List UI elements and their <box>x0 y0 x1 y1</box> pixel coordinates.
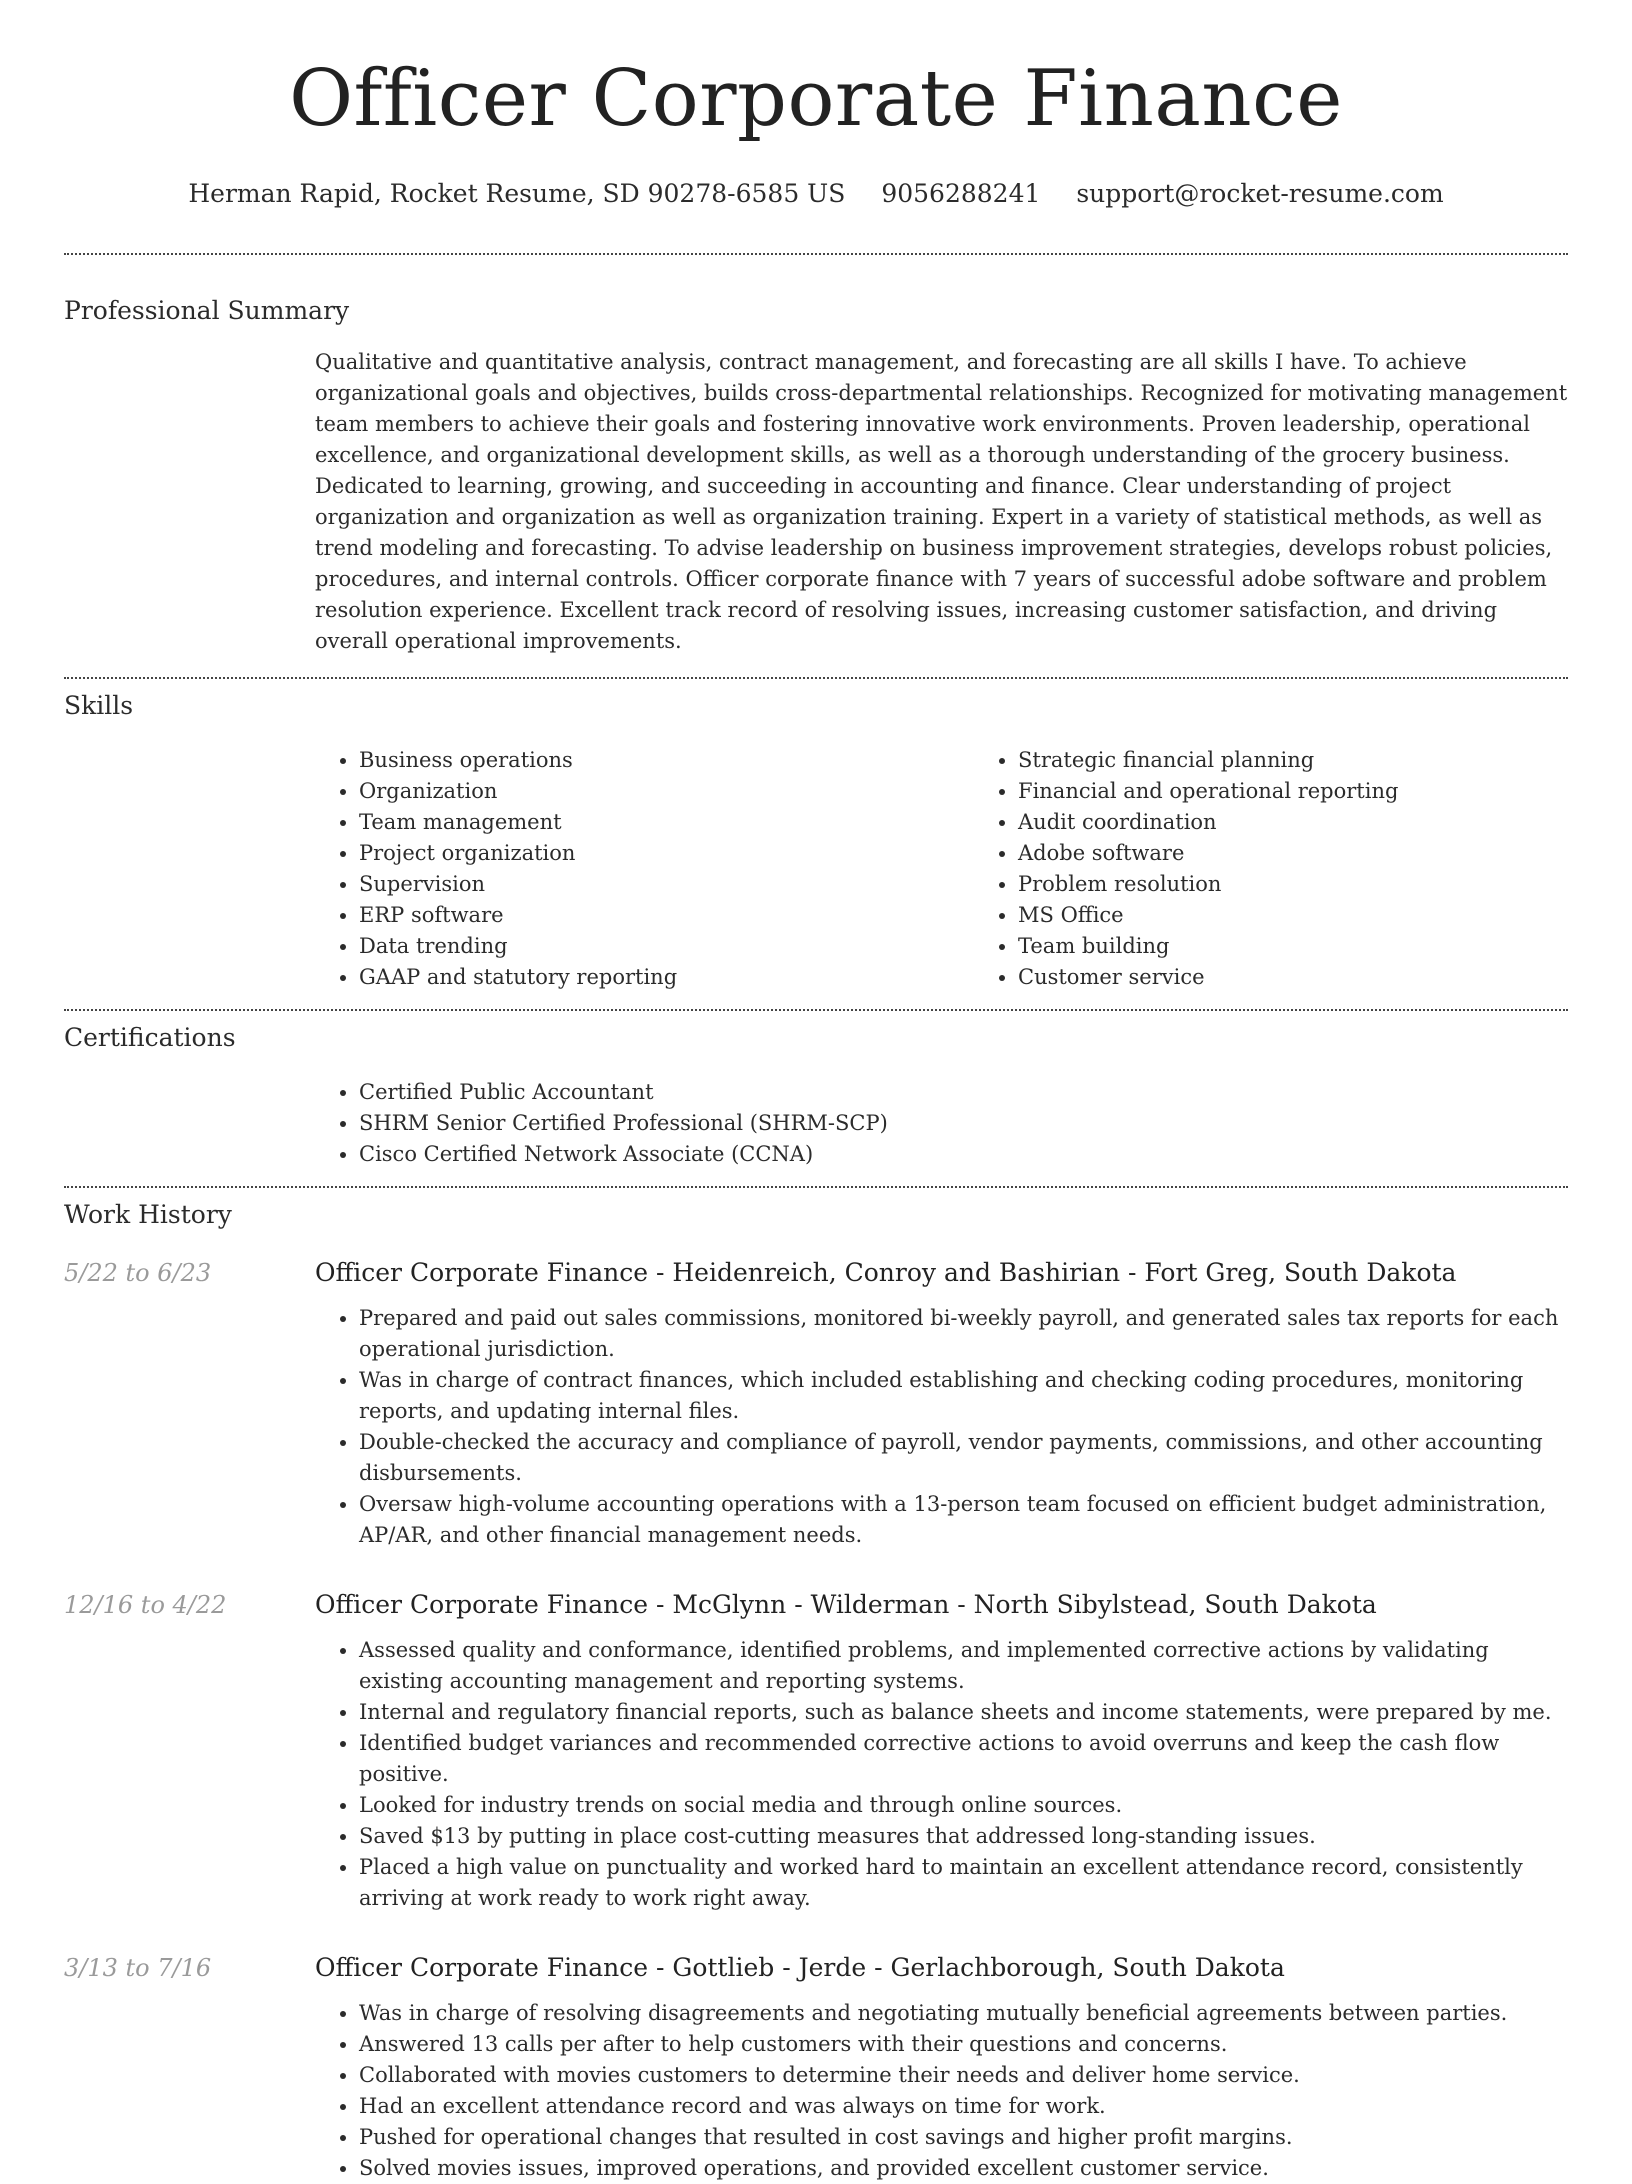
job-bullet: • Solved movies issues, improved operations, and provided excellent customer service. <box>359 2153 1568 2184</box>
job-bullet: • Collaborated with movies customers to determine their needs and deliver home service. <box>359 2060 1568 2091</box>
skill-item: • GAAP and statutory reporting <box>359 962 974 993</box>
skills-list-right <box>974 745 1632 993</box>
skill-item: • Project organization <box>359 838 974 869</box>
skill-item: • Data trending <box>359 931 974 962</box>
contact-line <box>64 178 1568 210</box>
job-entry <box>64 1952 1568 2184</box>
job-bullet: • Internal and regulatory financial reports, such as balance sheets and income statements, were prepared by me. <box>359 1697 1568 1728</box>
job-dates: 5/22 to 6/23 <box>64 1259 212 1287</box>
job-details <box>315 1589 1568 1914</box>
skill-item: • Problem resolution <box>1018 869 1632 900</box>
contact-phone: 9056288241 <box>881 179 1041 208</box>
certification-item: • Certified Public Accountant <box>359 1077 1568 1108</box>
job-bullet: • Answered 13 calls per after to help customers with their questions and concerns. <box>359 2029 1568 2060</box>
certifications-divider <box>64 1186 1568 1188</box>
job-dates: 12/16 to 4/22 <box>64 1591 227 1619</box>
skills-divider <box>64 1009 1568 1011</box>
job-entry <box>64 1589 1568 1914</box>
job-bullet: • Identified budget variances and recommended corrective actions to avoid overruns and keep the cash flow positive. <box>359 1728 1568 1790</box>
skill-item: • Audit coordination <box>1018 807 1632 838</box>
job-bullets <box>315 1303 1568 1551</box>
skill-item: • Team building <box>1018 931 1632 962</box>
certifications-heading: Certifications <box>64 1023 236 1052</box>
certification-item: • SHRM Senior Certified Professional (SHRM-SCP) <box>359 1108 1568 1139</box>
job-title: Officer Corporate Finance - Heidenreich, Conroy and Bashirian - Fort Greg, South Dakota <box>315 1258 1457 1287</box>
summary-heading: Professional Summary <box>64 296 350 325</box>
skills-list-left <box>315 745 974 993</box>
skill-item: • Strategic financial planning <box>1018 745 1632 776</box>
job-bullet: • Had an excellent attendance record and was always on time for work. <box>359 2091 1568 2122</box>
skill-item: • Financial and operational reporting <box>1018 776 1632 807</box>
job-bullet: • Assessed quality and conformance, identified problems, and implemented corrective actions by validating existing accounting management and reporting systems. <box>359 1635 1568 1697</box>
job-bullet: • Pushed for operational changes that resulted in cost savings and higher profit margins. <box>359 2122 1568 2153</box>
job-bullet: • Looked for industry trends on social media and through online sources. <box>359 1790 1568 1821</box>
summary-section <box>315 347 1568 657</box>
certification-item: • Cisco Certified Network Associate (CCNA) <box>359 1139 1568 1170</box>
job-details <box>315 1952 1568 2184</box>
contact-email: support@rocket-resume.com <box>1076 179 1444 208</box>
skill-item: • MS Office <box>1018 900 1632 931</box>
work-history-heading: Work History <box>64 1200 232 1229</box>
job-bullets <box>315 1998 1568 2184</box>
skills-section <box>315 745 1568 993</box>
job-bullet: • Was in charge of resolving disagreements and negotiating mutually beneficial agreements between parties. <box>359 1998 1568 2029</box>
contact-address: Herman Rapid, Rocket Resume, SD 90278-6585 US <box>188 179 846 208</box>
job-bullet: • Oversaw high-volume accounting operations with a 13-person team focused on efficient budget administration, AP/AR, and other financial management needs. <box>359 1489 1568 1551</box>
job-bullet: • Saved $13 by putting in place cost-cutting measures that addressed long-standing issues. <box>359 1821 1568 1852</box>
job-details <box>315 1257 1568 1551</box>
resume-title: Officer Corporate Finance <box>289 54 1343 144</box>
job-bullet: • Placed a high value on punctuality and worked hard to maintain an excellent attendance record, consistently arriving at work ready to work right away. <box>359 1852 1568 1914</box>
skill-item: • Adobe software <box>1018 838 1632 869</box>
job-dates: 3/13 to 7/16 <box>64 1954 212 1982</box>
skill-item: • Customer service <box>1018 962 1632 993</box>
job-bullets <box>315 1635 1568 1914</box>
certifications-list <box>315 1077 1568 1170</box>
skill-item: • Supervision <box>359 869 974 900</box>
skill-item: • Organization <box>359 776 974 807</box>
certifications-section <box>315 1077 1568 1170</box>
summary-text: Qualitative and quantitative analysis, contract management, and forecasting are all skills I have. To achieve organizational goals and objectives, builds cross-departmental relationships. Recognized for motivating management team members to achieve their goals and fostering innovative work environments. Proven leadership, operational excellence, and organizational development skills, as well as a thorough understanding of the grocery business. Dedicated to learning, growing, and succeeding in accounting and finance. Clear understanding of project organization and organization as well as organization training. Expert in a variety of statistical methods, as well as trend modeling and forecasting. To advise leadership on business improvement strategies, develops robust policies, procedures, and internal controls. Officer corporate finance with 7 years of successful adobe software and problem resolution experience. Excellent track record of resolving issues, increasing customer satisfaction, and driving overall operational improvements. <box>315 350 1568 653</box>
job-entry <box>64 1257 1568 1551</box>
skill-item: • Team management <box>359 807 974 838</box>
skills-heading: Skills <box>64 691 134 720</box>
job-bullet: • Prepared and paid out sales commissions, monitored bi-weekly payroll, and generated sales tax reports for each operational jurisdiction. <box>359 1303 1568 1365</box>
summary-divider <box>64 677 1568 679</box>
skill-item: • ERP software <box>359 900 974 931</box>
job-title: Officer Corporate Finance - McGlynn - Wilderman - North Sibylstead, South Dakota <box>315 1590 1377 1619</box>
job-title: Officer Corporate Finance - Gottlieb - Jerde - Gerlachborough, South Dakota <box>315 1953 1285 1982</box>
header-divider <box>64 253 1568 255</box>
job-bullet: • Double-checked the accuracy and compliance of payroll, vendor payments, commissions, and other accounting disbursements. <box>359 1427 1568 1489</box>
job-bullet: • Was in charge of contract finances, which included establishing and checking coding procedures, monitoring reports, and updating internal files. <box>359 1365 1568 1427</box>
skill-item: • Business operations <box>359 745 974 776</box>
